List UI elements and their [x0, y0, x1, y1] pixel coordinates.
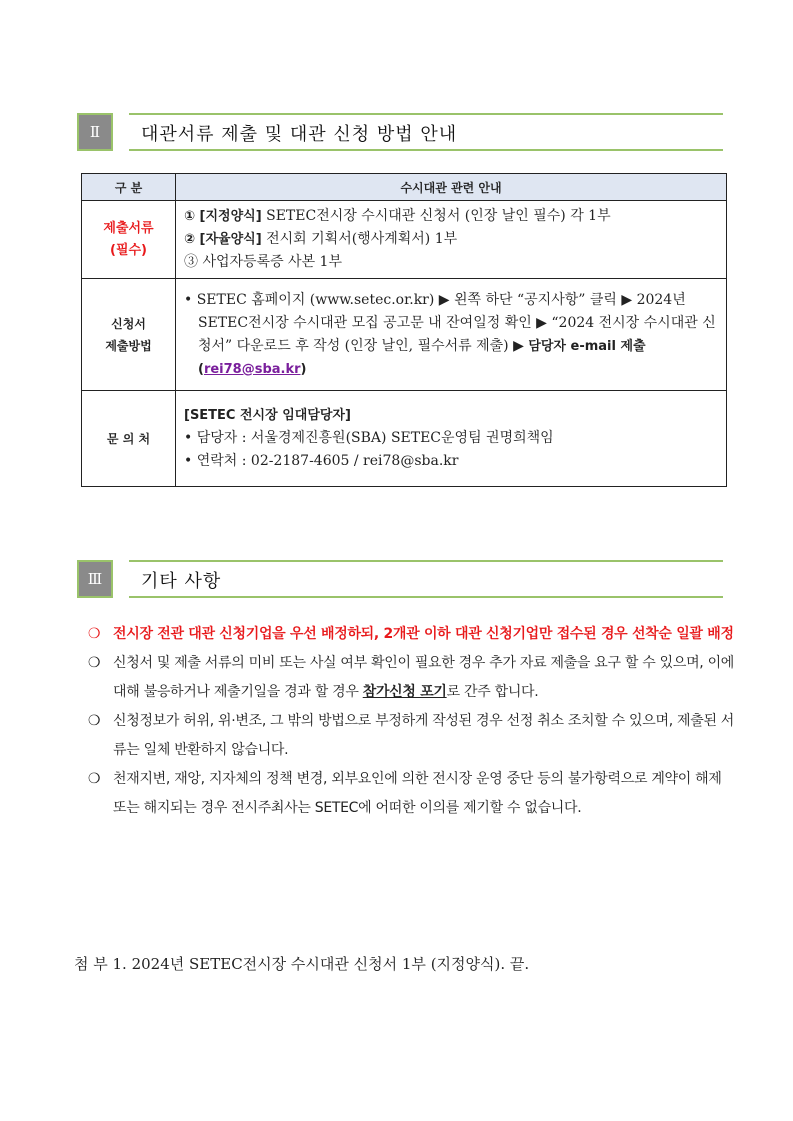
item-text: SETEC 홈페이지 (www.setec.or.kr) ▶ 왼쪽 하단 “공지사항” 클릭 ▶ 2024년 SETEC전시장 수시대관 모집 공고문 내 잔여일정 확인 ▶ “2024 전시장 수시대관 신청서” 다운로드 후 작성 (인장 날인, 필수서류 제출) ▶ — [196, 291, 716, 354]
row-content — [176, 391, 727, 487]
item-marker: ② — [184, 232, 200, 247]
divider — [129, 113, 723, 115]
circle-bullet-icon: ❍ — [88, 713, 101, 729]
list-item: • 연락처 : 02-2187-4605 / rei78@sba.kr — [184, 453, 459, 469]
form-type: [자율양식] — [199, 232, 262, 247]
section-number: Ⅲ — [77, 560, 113, 598]
note-text: 로 간주 합니다. — [446, 684, 539, 700]
item-text: 연락처 : 02-2187-4605 / rei78@sba.kr — [196, 453, 459, 469]
note-emphasis: 참가신청 포기 — [362, 684, 447, 700]
notes-list — [88, 620, 738, 823]
list-item: • SETEC 홈페이지 (www.setec.or.kr) ▶ 왼쪽 하단 “공지사항” 클릭 ▶ 2024년 SETEC전시장 수시대관 모집 공고문 내 잔여일정 확인 ▶ “2024 전시장 수시대관 신청서” 다운로드 후 작성 (인장 날인, 필수서류 제출) ▶ 담당자 e-mail 제출 (rei78@sba.kr) — [184, 291, 716, 377]
note-item — [88, 649, 738, 707]
note-item — [88, 620, 738, 649]
divider — [129, 560, 723, 562]
email-link[interactable]: rei78@sba.kr — [203, 361, 301, 377]
row-category — [82, 391, 176, 487]
row-content — [176, 201, 727, 279]
table-row — [82, 201, 727, 279]
circle-bullet-icon: ❍ — [88, 655, 101, 671]
column-header: 구 분 — [82, 174, 176, 201]
section-2-header — [77, 113, 723, 151]
row-category — [82, 279, 176, 391]
note-text: 전시장 전관 대관 신청기업을 우선 배정하되, 2개관 이하 대관 신청기업만 접수된 경우 선착순 일괄 배정 — [113, 626, 734, 642]
category-label: 신청서 제출방법 — [105, 316, 152, 353]
category-label: 제출서류 (필수) — [103, 220, 154, 258]
table-header-row — [82, 174, 727, 201]
divider — [129, 149, 723, 151]
list-item: • 담당자 : 서울경제진흥원(SBA) SETEC운영팀 권명희책임 — [184, 430, 554, 446]
row-category — [82, 201, 176, 279]
contact-heading: [SETEC 전시장 임대담당자] — [184, 408, 351, 423]
form-type: [지정양식] — [199, 209, 262, 224]
item-text-bold: 담당자 e-mail 제출 ( — [198, 338, 646, 377]
table-row — [82, 391, 727, 487]
divider — [129, 596, 723, 598]
row-content — [176, 279, 727, 391]
note-text: 신청정보가 허위, 위·변조, 그 밖의 방법으로 부정하게 작성된 경우 선정 취소 조치할 수 있으며, 제출된 서류는 일체 반환하지 않습니다. — [113, 713, 735, 758]
item-marker: ③ — [184, 254, 203, 270]
attachment-line: 첨 부 1. 2024년 SETEC전시장 수시대관 신청서 1부 (지정양식). 끝. — [74, 955, 530, 973]
note-item — [88, 707, 738, 765]
note-text: 천재지변, 재앙, 지자체의 정책 변경, 외부요인에 의한 전시장 운영 중단 등의 불가항력으로 계약이 해제 또는 해지되는 경우 전시주최사는 SETEC에 어떠한 이의를 제기할 수 없습니다. — [113, 771, 722, 816]
section-title: 대관서류 제출 및 대관 신청 방법 안내 — [141, 124, 458, 145]
item-text: SETEC전시장 수시대관 신청서 (인장 날인 필수) 각 1부 — [261, 208, 611, 224]
section-3-header — [77, 560, 723, 598]
table-row — [82, 279, 727, 391]
circle-bullet-icon: ❍ — [88, 626, 101, 642]
section-title: 기타 사항 — [141, 571, 222, 592]
list-item — [184, 205, 720, 228]
note-text: 신청서 및 제출 서류의 미비 또는 사실 여부 확인이 필요한 경우 추가 자료 제출을 요구 할 수 있으며, 이에 대해 불응하거나 제출기일을 경과 할 경우 — [113, 655, 735, 700]
item-marker: ① — [184, 209, 200, 224]
list-item — [184, 228, 720, 251]
item-text-bold: ) — [300, 361, 307, 377]
circle-bullet-icon: ❍ — [88, 771, 101, 787]
note-item — [88, 765, 738, 823]
section-number: Ⅱ — [77, 113, 113, 151]
list-item — [184, 251, 720, 274]
column-header: 수시대관 관련 안내 — [176, 174, 727, 201]
info-table — [81, 173, 727, 487]
category-label: 문 의 처 — [106, 431, 151, 446]
item-text: 전시회 기획서(행사계획서) 1부 — [261, 231, 458, 247]
item-text: 담당자 : 서울경제진흥원(SBA) SETEC운영팀 권명희책임 — [196, 430, 554, 446]
item-text: 사업자등록증 사본 1부 — [202, 254, 342, 270]
